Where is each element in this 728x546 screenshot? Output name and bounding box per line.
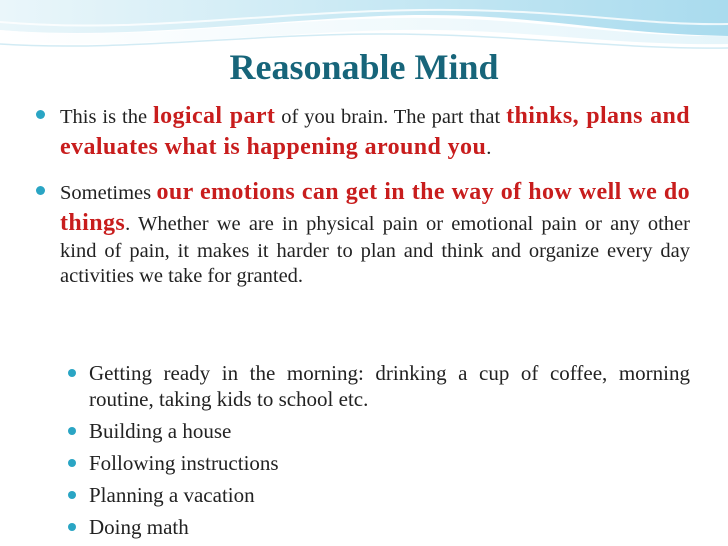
bullet-marker-icon [36, 110, 45, 119]
bullet-marker-icon [36, 186, 45, 195]
bullet-marker-icon [68, 459, 76, 467]
sub-bullet-item [66, 482, 690, 508]
sub-bullet-text: Building a house [89, 419, 232, 443]
emphasis-text: logical part [153, 103, 276, 129]
bullet-text: of you brain. The part that [275, 106, 507, 128]
bullet-marker-icon [68, 523, 76, 531]
bullet-spacer [36, 163, 690, 177]
sub-bullet-text: Following instructions [89, 451, 279, 475]
bullet-text: . [486, 137, 492, 159]
bullet-marker-icon [68, 369, 76, 377]
bullet-text: . Whether we are in physical pain or emotional pain or any other kind of pain, it makes it harder to plan and think and organize every day activities we take for granted. [60, 213, 690, 287]
sub-bullet-item [66, 360, 690, 412]
emphasis-text: thinks, plans and evaluates what is happening around you [60, 103, 691, 160]
sub-bullet-item [66, 418, 690, 444]
bullet-text: This is the [60, 106, 154, 128]
bullet-text: Sometimes [60, 182, 157, 204]
sub-bullet-text: Planning a vacation [89, 483, 255, 507]
sub-bullet-list [66, 360, 690, 546]
emphasis-text: our emotions can get in the way of how well we do things [60, 179, 691, 236]
sub-bullet-item [66, 450, 690, 476]
bullet-logical-part [36, 101, 690, 163]
sub-bullet-text: Getting ready in the morning: drinking a cup of coffee, morning routine, taking kids to school etc. [89, 361, 690, 411]
sub-bullet-item [66, 514, 690, 540]
slide-title: Reasonable Mind [229, 47, 499, 87]
bullet-marker-icon [68, 427, 76, 435]
bullet-emotions [36, 177, 690, 289]
main-bullet-list [36, 101, 690, 289]
bullet-marker-icon [68, 491, 76, 499]
sub-bullet-text: Doing math [89, 515, 189, 539]
